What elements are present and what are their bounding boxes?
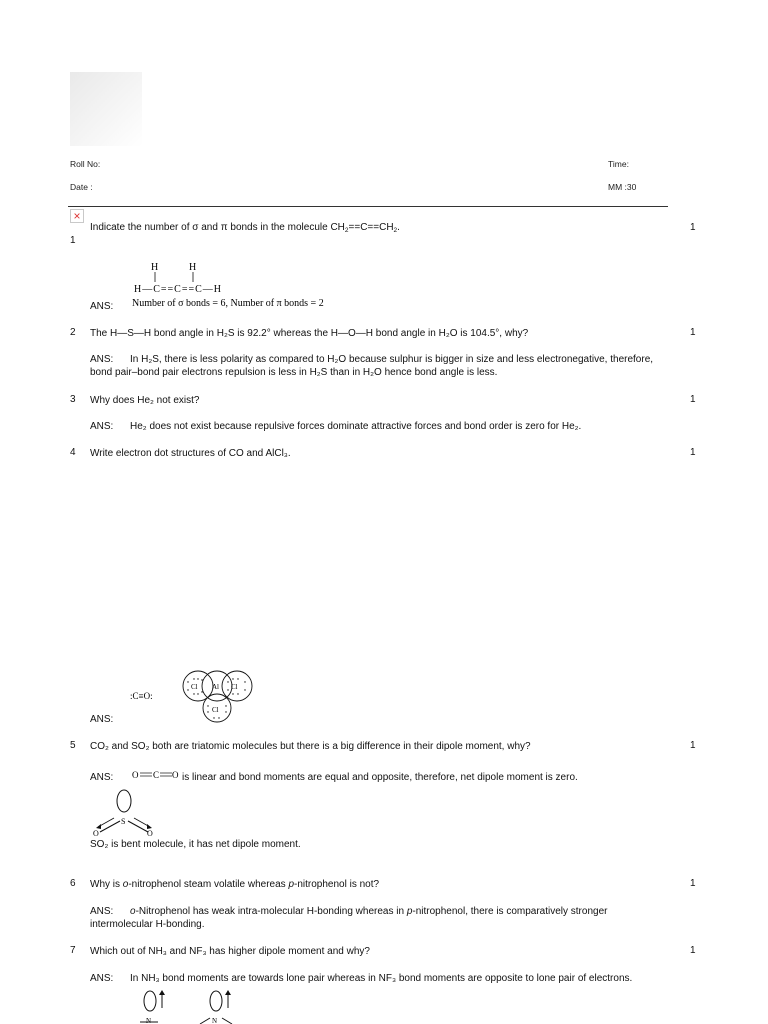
time-label: Time: <box>608 159 629 169</box>
question-2-text: The H—S—H bond angle in H₂S is 92.2° whereas the H—O—H bond angle in H₂O is 104.5°, why? <box>90 328 529 339</box>
so2-o-left: O <box>93 829 99 838</box>
co2-structure-figure <box>132 768 182 782</box>
question-2-number: 2 <box>70 327 76 338</box>
nf3-n-label: N <box>212 1017 218 1024</box>
question-5-marks: 1 <box>690 740 696 751</box>
answer-6-line1: o-Nitrophenol has weak intra-molecular H-bonding whereas in p-nitrophenol, there is comparatively stronger <box>130 906 608 917</box>
answer-6-label: ANS: <box>90 906 114 917</box>
so2-o-right: O <box>147 829 153 838</box>
co2-o-left: O <box>132 770 139 780</box>
broken-image-icon: × <box>70 209 84 223</box>
so2-s-label: S <box>121 817 126 826</box>
question-6-text: Why is o-nitrophenol steam volatile whereas p-nitrophenol is not? <box>90 879 380 890</box>
date-label: Date : <box>70 182 93 192</box>
co2-o-right: O <box>172 770 179 780</box>
nf3-lone-pair <box>210 991 222 1011</box>
cl-bottom-label: Cl <box>212 706 219 714</box>
answer-7-text: In NH₃ bond moments are towards lone pair whereas in NF₃ bond moments are opposite to lone pair of electrons. <box>130 973 633 984</box>
nh3-nf3-structure-figure <box>136 988 246 1024</box>
question-7-number: 7 <box>70 945 76 956</box>
answer-2-line2: bond pair–bond pair electrons repulsion is less in H₂S than in H₂O hence bond angle is less. <box>90 367 498 378</box>
roll-no-label: Roll No: <box>70 159 101 169</box>
atom-h-top-2: H <box>189 262 197 273</box>
q4-dot-structures-figure <box>128 668 258 724</box>
answer-2-label: ANS: <box>90 354 114 365</box>
co-dot-structure: :C≡O: <box>130 691 153 701</box>
q1-structure-figure <box>130 258 370 310</box>
answer-5-text: is linear and bond moments are equal and opposite, therefore, net dipole moment is zero. <box>182 772 578 783</box>
al-label: Al <box>212 683 219 691</box>
header-divider <box>68 206 668 207</box>
question-5-text: CO₂ and SO₂ both are triatomic molecules but there is a big difference in their dipole moment, why? <box>90 741 531 752</box>
so2-lone-pair <box>117 790 131 812</box>
q1-answer-text: Number of σ bonds = 6, Number of π bonds = 2 <box>132 298 324 309</box>
atom-h-top-1: H <box>151 262 159 273</box>
answer-2-line1: In H₂S, there is less polarity as compared to H₂O because sulphur is bigger in size and less electronegative, therefore, <box>130 354 654 365</box>
answer-1-label: ANS: <box>90 301 114 312</box>
question-7-text: Which out of NH₃ and NF₃ has higher dipole moment and why? <box>90 946 370 957</box>
answer-6-line2: intermolecular H-bonding. <box>90 919 205 930</box>
max-marks-label: MM :30 <box>608 182 637 192</box>
cl-right-label: Cl <box>231 683 238 691</box>
co2-c: C <box>153 770 160 780</box>
question-6-number: 6 <box>70 878 76 889</box>
question-1-number: 1 <box>70 235 76 246</box>
question-7-marks: 1 <box>690 945 696 956</box>
question-3-number: 3 <box>70 394 76 405</box>
question-4-text: Write electron dot structures of CO and AlCl₃. <box>90 448 291 459</box>
question-1-marks: 1 <box>690 222 696 233</box>
answer-3-label: ANS: <box>90 421 114 432</box>
school-logo <box>70 72 142 146</box>
answer-5-label: ANS: <box>90 772 114 783</box>
answer-7-label: ANS: <box>90 973 114 984</box>
question-5-number: 5 <box>70 740 76 751</box>
cl-left-label: Cl <box>191 683 198 691</box>
q1-chain-row: H—C==C==C—H <box>134 284 223 295</box>
so2-structure-figure <box>92 788 158 838</box>
question-4-marks: 1 <box>690 447 696 458</box>
question-3-text: Why does He₂ not exist? <box>90 395 200 406</box>
nh3-lone-pair <box>144 991 156 1011</box>
question-1-text: Indicate the number of σ and π bonds in the molecule $CH_2==C==CH_2$. <box>90 222 400 234</box>
question-3-marks: 1 <box>690 394 696 405</box>
answer-4-label: ANS: <box>90 714 114 725</box>
question-4-number: 4 <box>70 447 76 458</box>
question-2-marks: 1 <box>690 327 696 338</box>
nh3-n-label: N <box>146 1017 152 1024</box>
question-6-marks: 1 <box>690 878 696 889</box>
answer-3-text: He₂ does not exist because repulsive forces dominate attractive forces and bond order is zero for He₂. <box>130 421 582 432</box>
answer-5-text-2: SO₂ is bent molecule, it has net dipole moment. <box>90 839 301 850</box>
